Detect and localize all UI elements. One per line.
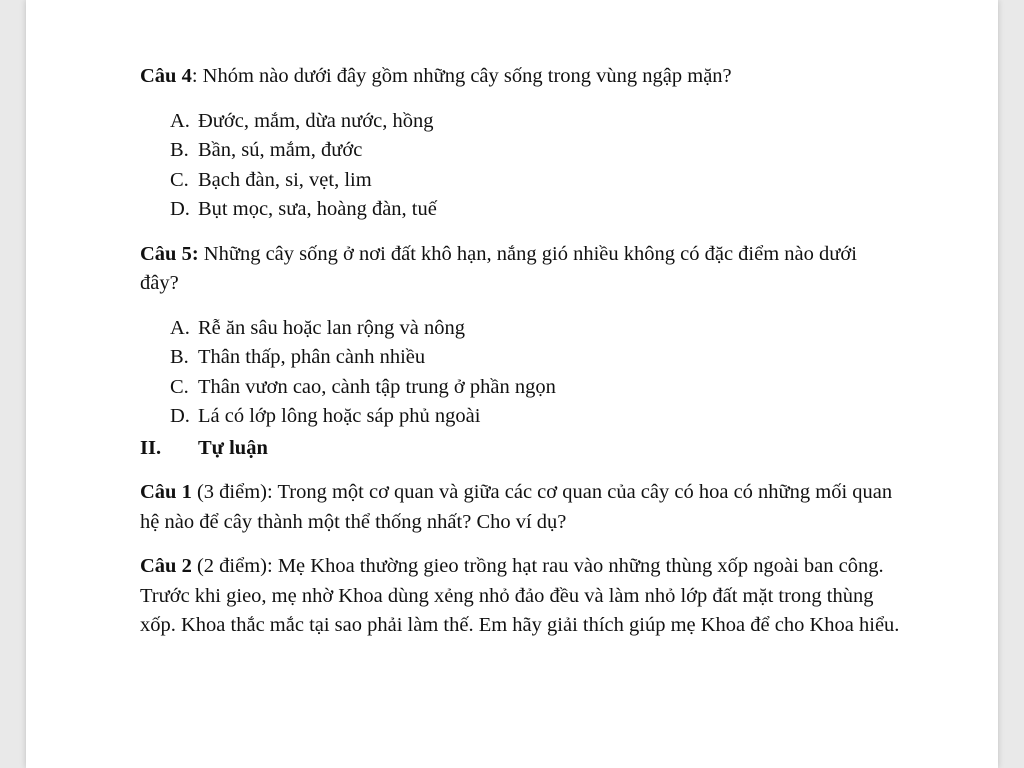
option-letter: D. (170, 198, 190, 220)
question-text: Nhóm nào dưới đây gồm những cây sống trong vùng ngập mặn? (202, 65, 732, 87)
option-b (170, 343, 900, 373)
essay-question-2 (140, 552, 900, 641)
question-label: Câu 5: (140, 242, 199, 265)
option-letter: A. (170, 109, 190, 132)
section-heading (140, 434, 900, 464)
option-text: Thân vươn cao, cành tập trung ở phần ngọn (198, 375, 556, 398)
section-title: Tự luận (198, 436, 268, 459)
option-d (170, 402, 900, 432)
section-number: II. (140, 436, 162, 459)
option-letter: C. (170, 168, 189, 191)
option-text: Thân thấp, phân cành nhiều (198, 346, 426, 368)
question-4 (140, 62, 900, 92)
option-text: Đước, mắm, dừa nước, hồng (198, 109, 434, 132)
option-text: Bần, sú, mắm, đước (198, 139, 363, 161)
option-letter: A. (170, 316, 190, 339)
question-text: Những cây sống ở nơi đất khô hạn, nắng gió nhiều không có đặc điểm nào dưới đây? (140, 242, 857, 294)
option-letter: D. (170, 405, 190, 427)
question-points: (2 điểm) (191, 555, 267, 577)
option-b (170, 136, 900, 166)
option-d (170, 195, 900, 225)
question-5-options (170, 314, 900, 432)
essay-question-1 (140, 478, 900, 537)
option-text: Rễ ăn sâu hoặc lan rộng và nông (198, 316, 465, 339)
question-label: Câu 2 (140, 555, 192, 577)
question-label: Câu 4 (140, 65, 192, 87)
question-text: : Mẹ Khoa thường gieo trồng hạt rau vào những thùng xốp ngoài ban công. Trước khi gieo, mẹ nhờ Khoa dùng xẻng nhỏ đảo đều và làm nhỏ lớp đất mặt trong thùng xốp. Khoa thắc mắc tại sao phải làm thế. Em hãy giải thích giúp mẹ Khoa để cho Khoa hiểu. (140, 555, 900, 636)
option-letter: C. (170, 375, 189, 398)
option-text: Bụt mọc, sưa, hoàng đàn, tuế (198, 198, 437, 220)
option-letter: B. (170, 346, 189, 368)
document-content (140, 62, 900, 656)
option-text: Bạch đàn, si, vẹt, lim (198, 168, 372, 191)
option-text: Lá có lớp lông hoặc sáp phủ ngoài (198, 405, 481, 427)
question-label: Câu 1 (140, 481, 192, 503)
question-points: (3 điểm) (191, 481, 267, 503)
option-c (170, 166, 900, 196)
option-a (170, 107, 900, 137)
question-text: : Trong một cơ quan và giữa các cơ quan của cây có hoa có những mối quan hệ nào để cây thành một thể thống nhất? Cho ví dụ? (140, 481, 893, 533)
document-page (26, 0, 998, 768)
option-letter: B. (170, 139, 189, 161)
question-4-options (170, 107, 900, 225)
question-label-suffix: : (191, 65, 203, 87)
option-a (170, 314, 900, 344)
question-5 (140, 240, 900, 299)
option-c (170, 373, 900, 403)
